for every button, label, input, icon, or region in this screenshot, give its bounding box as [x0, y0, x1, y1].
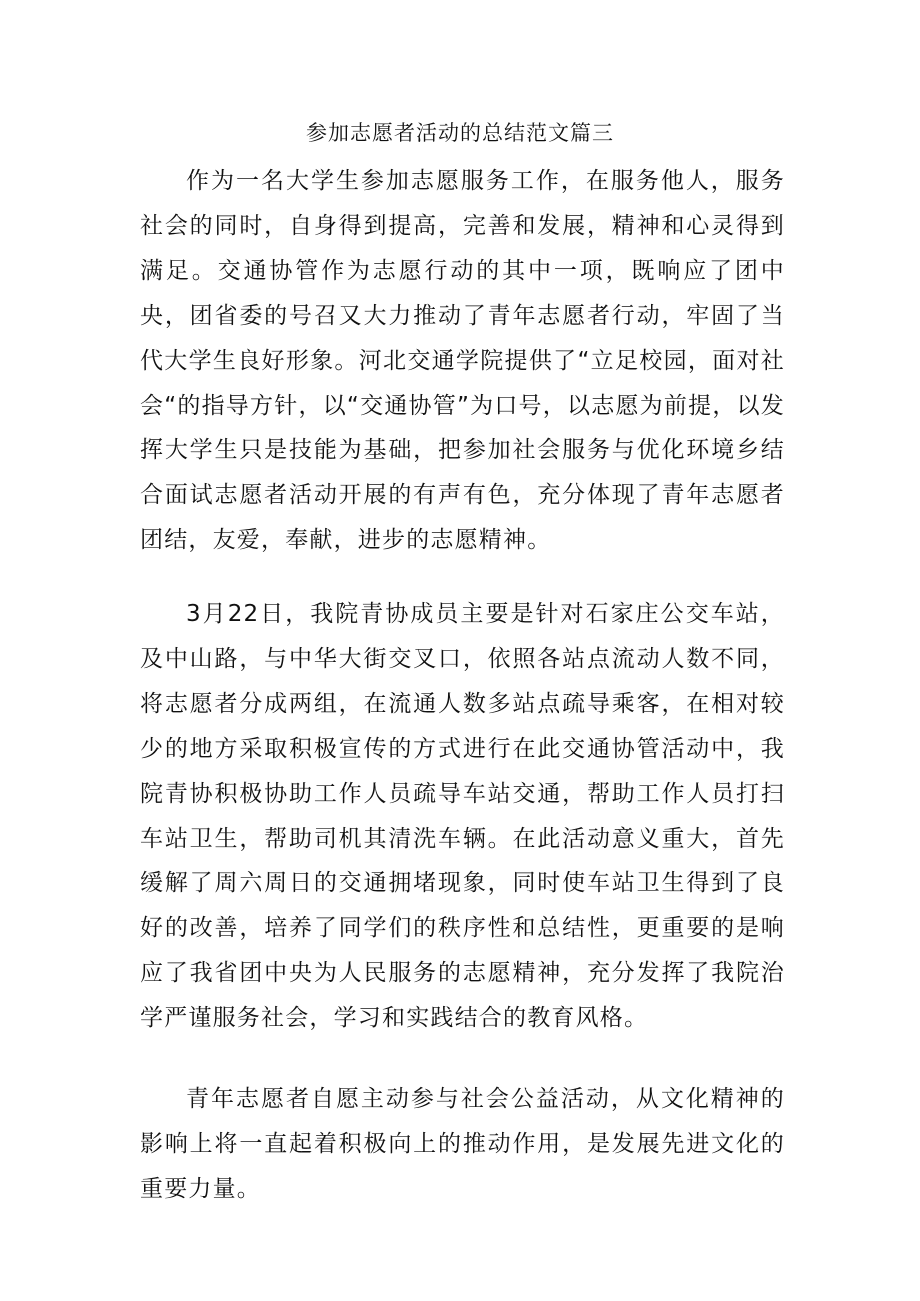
- paragraph-3: 青年志愿者自愿主动参与社会公益活动，从文化精神的影响上将一直起着积极向上的推动作用，是发展先进文化的重要力量。: [140, 1086, 785, 1202]
- paragraph-2: 3月22日，我院青协成员主要是针对石家庄公交车站，及中山路，与中华大街交叉口，依照各站点流动人数不同，将志愿者分成两组，在流通人数多站点疏导乘客，在相对较少的地方采取积极宣传的方式进行在此交通协管活动中，我院青协积极协助工作人员疏导车站交通，帮助工作人员打扫车站卫生，帮助司机其清洗车辆。在此活动意义重大，首先缓解了周六周日的交通拥堵现象，同时使车站卫生得到了良好的改善，培养了同学们的秩序性和总结性，更重要的是响应了我省团中央为人民服务的志愿精神，充分发挥了我院治学严谨服务社会，学习和实践结合的教育风格。: [140, 601, 785, 1032]
- paragraph-1: 作为一名大学生参加志愿服务工作，在服务他人，服务社会的同时，自身得到提高，完善和发展，精神和心灵得到满足。交通协管作为志愿行动的其中一项，既响应了团中央，团省委的号召又大力推动了青年志愿者行动，牢固了当代大学生良好形象。河北交通学院提供了“立足校园，面对社会“的指导方针，以“交通协管”为口号，以志愿为前提，以发挥大学生只是技能为基础，把参加社会服务与优化环境乡结合面试志愿者活动开展的有声有色，充分体现了青年志愿者团结，友爱，奉献，进步的志愿精神。: [140, 168, 785, 554]
- document-title: 参加志愿者活动的总结范文篇三: [306, 121, 614, 145]
